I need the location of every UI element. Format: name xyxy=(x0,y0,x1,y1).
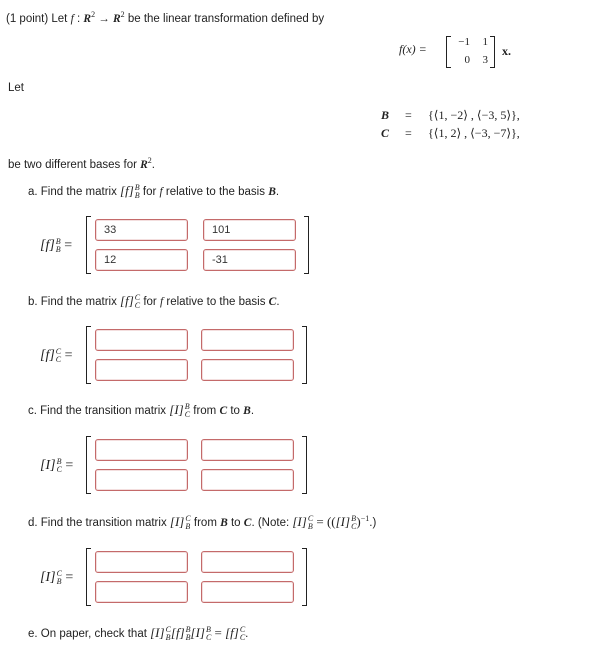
part-a-matrix-label: [f] B B = xyxy=(40,237,73,254)
part-b-basis: C xyxy=(268,296,277,308)
part-b-label-main: [f] xyxy=(40,348,55,364)
part-e-prompt xyxy=(28,625,248,642)
basis-B-value: {⟨1, −2⟩ , ⟨−3, 5⟩}, xyxy=(428,108,520,122)
part-e-term-2: [f] xyxy=(170,625,185,640)
def-matrix-cell: 3 xyxy=(482,54,488,66)
map-colon: : xyxy=(77,12,81,25)
part-a-prefix: a. Find the matrix xyxy=(28,186,117,198)
part-a-cell-22[interactable] xyxy=(203,249,296,271)
part-b-prefix: b. Find the matrix xyxy=(28,296,117,308)
part-d-from: from xyxy=(193,517,217,529)
part-d-prompt xyxy=(28,514,376,531)
def-matrix-right-bracket xyxy=(490,36,495,68)
intro-defined-text: be the linear transformation defined by xyxy=(127,12,325,25)
part-b-cell-12[interactable] xyxy=(201,329,294,351)
bases-note-text: be two different bases for xyxy=(8,158,137,171)
bases-note: be two different bases for $R^2$. xyxy=(8,156,155,171)
part-b-label-sub: C xyxy=(55,355,62,364)
part-d-matrix-label: [I] C B = xyxy=(40,569,74,586)
part-e-term-2-sub: B xyxy=(185,632,191,642)
part-d-note-eq: = (( xyxy=(316,514,336,529)
part-d-note-rhs-sup: B xyxy=(351,513,356,523)
part-e-rhs: [f] xyxy=(225,625,239,640)
part-d-note-exponent: −1 xyxy=(360,514,370,524)
points-label: (1 point) xyxy=(6,12,49,25)
part-d-label-main: [I] xyxy=(40,570,56,586)
part-c-inline-sup: B xyxy=(184,401,190,411)
part-c-left-bracket xyxy=(86,436,91,494)
part-d-note-rhs-sub: C xyxy=(351,521,357,531)
part-b-prompt xyxy=(28,293,280,310)
part-e-term-3: [I] xyxy=(190,625,205,640)
part-c-prompt xyxy=(28,402,254,419)
part-d-prefix: d. Find the transition matrix xyxy=(28,517,167,529)
part-d-cell-12[interactable] xyxy=(201,551,294,573)
part-c-dst: B xyxy=(243,405,251,417)
part-a-right-bracket xyxy=(304,216,309,274)
part-a-inline-label: [f] xyxy=(120,183,134,198)
part-c-cell-22[interactable] xyxy=(201,469,294,491)
part-e-rhs-sup: C xyxy=(239,624,246,634)
part-d-inline-sup: C xyxy=(185,513,191,523)
basis-B-eq: = xyxy=(405,108,412,122)
part-d-left-bracket xyxy=(86,548,91,606)
definition-lhs: f(x) = xyxy=(399,42,427,56)
part-d-note-lhs: [I] xyxy=(292,514,307,529)
part-a-suffix: relative to the basis xyxy=(165,186,265,198)
problem-intro: (1 point) Let f : $R^2 \to R^2$ be the linear transformation defined by xyxy=(6,10,325,25)
part-e-rhs-sub: C xyxy=(239,632,246,642)
part-d-src: B xyxy=(220,517,228,529)
part-e-term-1: [I] xyxy=(150,625,165,640)
part-b-cell-21[interactable] xyxy=(95,359,188,381)
part-e-term-1-sup: C xyxy=(165,624,171,634)
part-a-mid: for xyxy=(142,186,157,198)
part-e-end: . xyxy=(245,628,249,640)
part-c-cell-21[interactable] xyxy=(95,469,188,491)
part-a-prompt xyxy=(28,183,279,200)
part-c-matrix-label: [I] B C = xyxy=(40,457,74,474)
part-a-cell-21[interactable] xyxy=(95,249,188,271)
part-b-end: . xyxy=(276,296,280,308)
part-c-cell-11[interactable] xyxy=(95,439,188,461)
part-c-label-sup: B xyxy=(56,457,62,466)
part-b-left-bracket xyxy=(86,326,91,384)
part-c-end: . xyxy=(250,405,255,417)
part-a-label-sub: B xyxy=(55,245,61,254)
arrow-symbol: → xyxy=(98,12,110,25)
part-a-f: f xyxy=(159,186,163,198)
part-d-note: . (Note: xyxy=(251,517,290,529)
part-e-text: e. On paper, check that xyxy=(28,628,147,640)
part-b-matrix-label: [f] C C = xyxy=(40,347,73,364)
part-c-inline-sub: C xyxy=(184,409,191,419)
part-b-label-sup: C xyxy=(55,347,62,356)
basis-C-value: {⟨1, 2⟩ , ⟨−3, −7⟩}, xyxy=(428,126,520,140)
codomain-space: R xyxy=(112,12,121,25)
part-d-note-close: ) xyxy=(356,514,361,529)
part-c-to: to xyxy=(230,405,240,417)
definition-vector: x. xyxy=(502,44,511,58)
part-a-basis: B xyxy=(268,186,276,198)
part-e-eq: = xyxy=(214,625,222,640)
part-d-label-sup: C xyxy=(56,569,62,578)
part-c-label-main: [I] xyxy=(40,458,56,474)
def-matrix-cell: −1 xyxy=(458,36,470,48)
let-label: Let xyxy=(8,82,24,94)
part-d-note-rhs: [I] xyxy=(335,514,351,529)
part-d-right-bracket xyxy=(302,548,307,606)
part-c-inline-label: [I] xyxy=(169,402,184,417)
part-a-inline-sup: B xyxy=(134,182,140,192)
part-b-inline-label: [f] xyxy=(120,293,134,308)
part-b-mid: for xyxy=(143,296,157,308)
part-c-label-sub: C xyxy=(56,465,62,474)
basis-B-name: B xyxy=(381,108,390,122)
part-a-label-sup: B xyxy=(55,237,61,246)
def-matrix-cell: 0 xyxy=(464,54,470,66)
part-a-cell-12[interactable] xyxy=(203,219,296,241)
part-b-suffix: relative to the basis xyxy=(166,296,266,308)
map-symbol: f xyxy=(70,12,74,25)
part-b-cell-22[interactable] xyxy=(201,359,294,381)
part-d-dst: C xyxy=(243,517,252,529)
part-d-note-end: .) xyxy=(369,517,377,529)
domain-space: R xyxy=(83,12,92,25)
part-c-src: C xyxy=(219,405,228,417)
part-b-cell-11[interactable] xyxy=(95,329,188,351)
part-c-cell-12[interactable] xyxy=(201,439,294,461)
part-c-from: from xyxy=(193,405,217,417)
part-e-term-2-sup: B xyxy=(185,624,191,634)
part-a-end: . xyxy=(275,186,280,198)
part-b-right-bracket xyxy=(302,326,307,384)
basis-C-eq: = xyxy=(405,126,412,140)
part-a-label-main: [f] xyxy=(40,238,55,254)
part-d-inline-label: [I] xyxy=(169,514,185,529)
bases-note-end: . xyxy=(151,158,155,171)
part-d-cell-22[interactable] xyxy=(201,581,294,603)
part-b-inline-sub: C xyxy=(134,300,141,310)
intro-let-text: Let xyxy=(51,12,68,25)
part-b-f: f xyxy=(159,296,164,308)
part-c-right-bracket xyxy=(302,436,307,494)
def-matrix-cell: 1 xyxy=(482,36,488,48)
part-d-note-lhs-sub: B xyxy=(307,521,313,531)
part-d-cell-21[interactable] xyxy=(95,581,188,603)
part-d-label-sub: B xyxy=(56,577,62,586)
part-d-inline-sub: B xyxy=(185,521,191,531)
bases-note-space: R xyxy=(140,158,148,171)
part-e-term-3-sup: B xyxy=(206,624,211,634)
part-b-inline-sup: C xyxy=(134,292,141,302)
part-d-cell-11[interactable] xyxy=(95,551,188,573)
part-a-cell-11[interactable] xyxy=(95,219,188,241)
def-matrix-left-bracket xyxy=(446,36,451,68)
part-d-to: to xyxy=(230,517,241,529)
part-e-term-1-sub: B xyxy=(165,632,171,642)
part-d-note-lhs-sup: C xyxy=(307,513,314,523)
part-a-inline-sub: B xyxy=(134,190,140,200)
basis-C-name: C xyxy=(381,126,390,140)
part-e-term-3-sub: C xyxy=(206,632,212,642)
part-c-prefix: c. Find the transition matrix xyxy=(28,405,167,417)
part-a-left-bracket xyxy=(86,216,91,274)
